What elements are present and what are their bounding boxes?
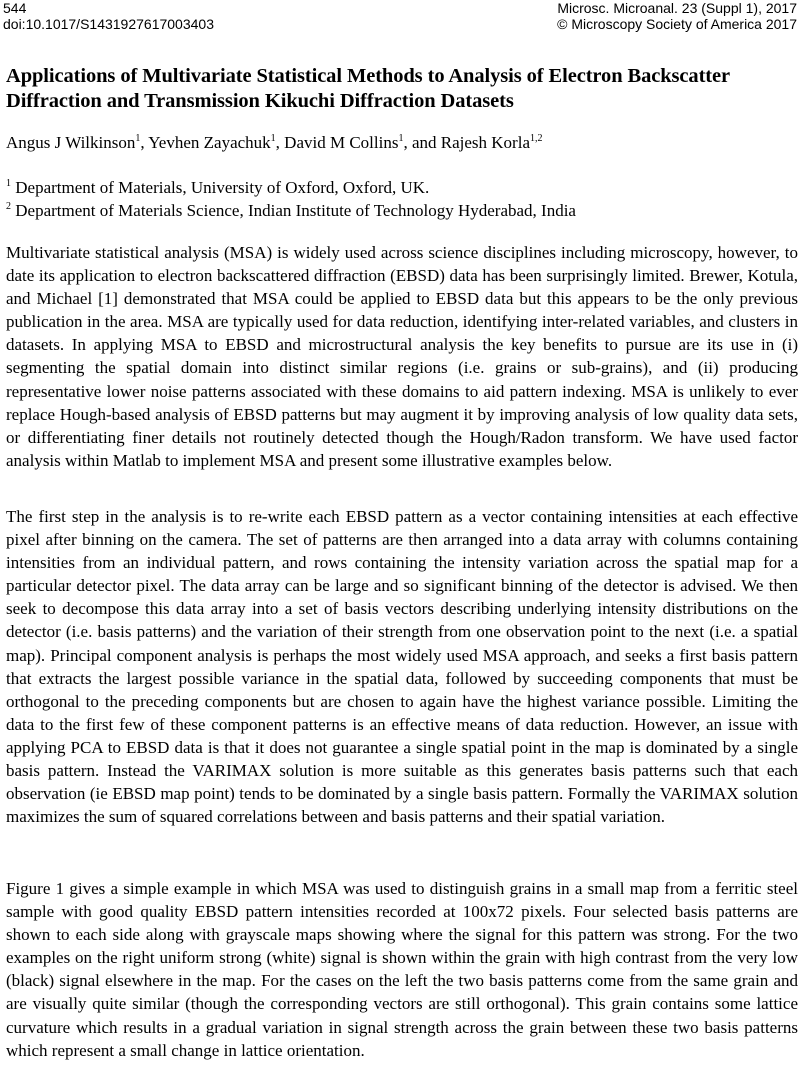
affiliation-2: $^2$ Department of Materials Science, Indian Institute of Technology Hyderabad, India (6, 201, 576, 220)
author-list: Angus J Wilkinson$^1$, Yevhen Zayachuk$^1$, David M Collins$^1$, and Rajesh Korla$^{1,2}$ (6, 133, 543, 152)
header-right (557, 0, 797, 32)
header-left (3, 0, 214, 32)
paper-title: Applications of Multivariate Statistical Methods to Analysis of Electron Backscatter Diffraction and Transmission Kikuchi Diffraction Datasets (6, 65, 730, 112)
page-number: 544 (3, 0, 27, 16)
author-affiliation-mark: 1 (398, 133, 404, 144)
author-name: Rajesh Korla (440, 133, 530, 152)
affiliation-1: $^1$ Department of Materials, University of Oxford, Oxford, UK. (6, 178, 430, 197)
body-paragraph-3: Figure 1 gives a simple example in which MSA was used to distinguish grains in a small map from a ferritic steel sample with good quality EBSD pattern intensities recorded at 100x72 pixels. Four selected basis patterns are shown to each side along with grayscale maps showing where the signal for this pattern was strong. For the two examples on the right uniform strong (white) signal is shown within the grain with high contrast from the very low (black) signal elsewhere in the map. For the cases on the left the two basis patterns come from the same grain and are visually quite similar (though the corresponding vectors are still orthogonal). This grain contains some lattice curvature which results in a gradual variation in signal strength across the grain between these two basis patterns which represent a small change in lattice orientation. (6, 879, 798, 1060)
author-name: Yevhen Zayachuk (148, 133, 271, 152)
author-affiliation-mark: 1,2 (530, 133, 543, 144)
journal-citation: Microsc. Microanal. 23 (Suppl 1), 2017 (557, 0, 797, 16)
doi[interactable]: doi:10.1017/S1431927617003403 (3, 16, 214, 32)
body-paragraph-1: Multivariate statistical analysis (MSA) is widely used across science disciplines including microscopy, however, to date its application to electron backscattered diffraction (EBSD) data has been surprisingly limited. Brewer, Kotula, and Michael [1] demonstrated that MSA could be applied to EBSD data but this appears to be the only previous publication in the area. MSA are typically used for data reduction, identifying inter-related variables, and clusters in datasets. In applying MSA to EBSD and microstructural analysis the key benefits to pursue are its use in (i) segmenting the spatial domain into distinct similar regions (i.e. grains or sub-grains), and (ii) producing representative lower noise patterns associated with these domains to aid pattern indexing. MSA is unlikely to ever replace Hough-based analysis of EBSD patterns but may augment it by improving analysis of low quality data sets, or differentiating finer details not routinely detected though the Hough/Radon transform. We have used factor analysis within Matlab to implement MSA and present some illustrative examples below. (6, 243, 798, 470)
author-name: David M Collins (284, 133, 399, 152)
body-paragraph-2: The first step in the analysis is to re-write each EBSD pattern as a vector containing intensities at each effective pixel after binning on the camera. The set of patterns are then arranged into a data array with columns containing intensities from an individual pattern, and rows containing the intensity variation across the spatial map for a particular detector pixel. The data array can be large and so significant binning of the detector is advised. We then seek to decompose this data array into a set of basis vectors describing underlying intensity distributions on the detector (i.e. basis patterns) and the variation of their strength from one observation point to the next (i.e. a spatial map). Principal component analysis is perhaps the most widely used MSA approach, and seeks a first basis pattern that extracts the largest possible variance in the spatial data, followed by succeeding components that must be orthogonal to the preceding components but are chosen to again have the highest variance possible. Limiting the data to the first few of these component patterns is an effective means of data reduction. However, an issue with applying PCA to EBSD data is that it does not guarantee a single spatial point in the map is dominated by a single basis pattern. Instead the VARIMAX solution is more suitable as this generates basis patterns such that each observation (ie EBSD map point) tends to be dominated by a single basis pattern. Formally the VARIMAX solution maximizes the sum of squared correlations between and basis patterns and their spatial variation. (6, 507, 798, 827)
author-affiliation-mark: 1 (135, 133, 141, 144)
copyright: © Microscopy Society of America 2017 (557, 16, 797, 32)
author-affiliation-mark: 1 (270, 133, 276, 144)
author-name: Angus J Wilkinson (6, 133, 136, 152)
